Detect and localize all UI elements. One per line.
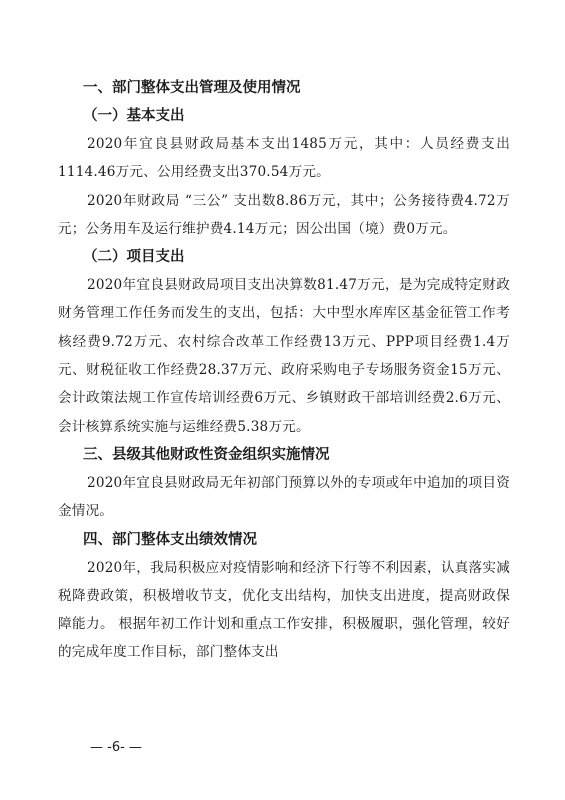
subheading-basic-expenditure: （一）基本支出: [83, 108, 185, 124]
section-heading-other-fiscal-funds: 三、县级其他财政性资金组织实施情况: [83, 446, 330, 463]
paragraph-basic-expenditure: 2020年宜良县财政局基本支出1485万元，其中：人员经费支出1114.46万元、公用经费支出370.54万元。: [58, 136, 510, 181]
paragraph-performance: 2020年，我局积极应对疫情影响和经济下行等不利因素，认真落实减税降费政策，积极增收节支，优化支出结构，加快支出进度，提高财政保障能力。 根据年初工作计划和重点工作安排，积极履职，强化管理，较好的完成年度工作目标，部门整体支出: [58, 559, 510, 661]
section-heading-spending-management: 一、部门整体支出管理及使用情况: [83, 80, 301, 96]
page-number: — -6- —: [90, 740, 142, 755]
subheading-project-expenditure: （二）项目支出: [83, 249, 185, 266]
document-body: [58, 74, 510, 667]
paragraph-project-expenditure: 2020年宜良县财政局项目支出决算数81.47万元，是为完成特定财政财务管理工作任务而发生的支出，包括：大中型水库库区基金征管工作考核经费9.72万元、农村综合改革工作经费13万元、PPP项目经费1.4万元、财税征收工作经费28.37万元、政府采购电子专场服务资金15万元、会计政策法规工作宣传培训经费6万元、乡镇财政干部培训经费2.6万元、会计核算系统实施与运维经费5.38万元。: [58, 277, 510, 435]
paragraph-three-public-expenses: 2020年财政局 “三公” 支出数8.86万元，其中；公务接待费4.72万元；公务用车及运行维护费4.14万元；因公出国（境）费0万元。: [58, 192, 510, 237]
paragraph-other-fiscal-funds: 2020年宜良县财政局无年初部门预算以外的专项或年中追加的项目资金情况。: [58, 474, 510, 520]
section-heading-performance: 四、部门整体支出绩效情况: [83, 531, 257, 548]
